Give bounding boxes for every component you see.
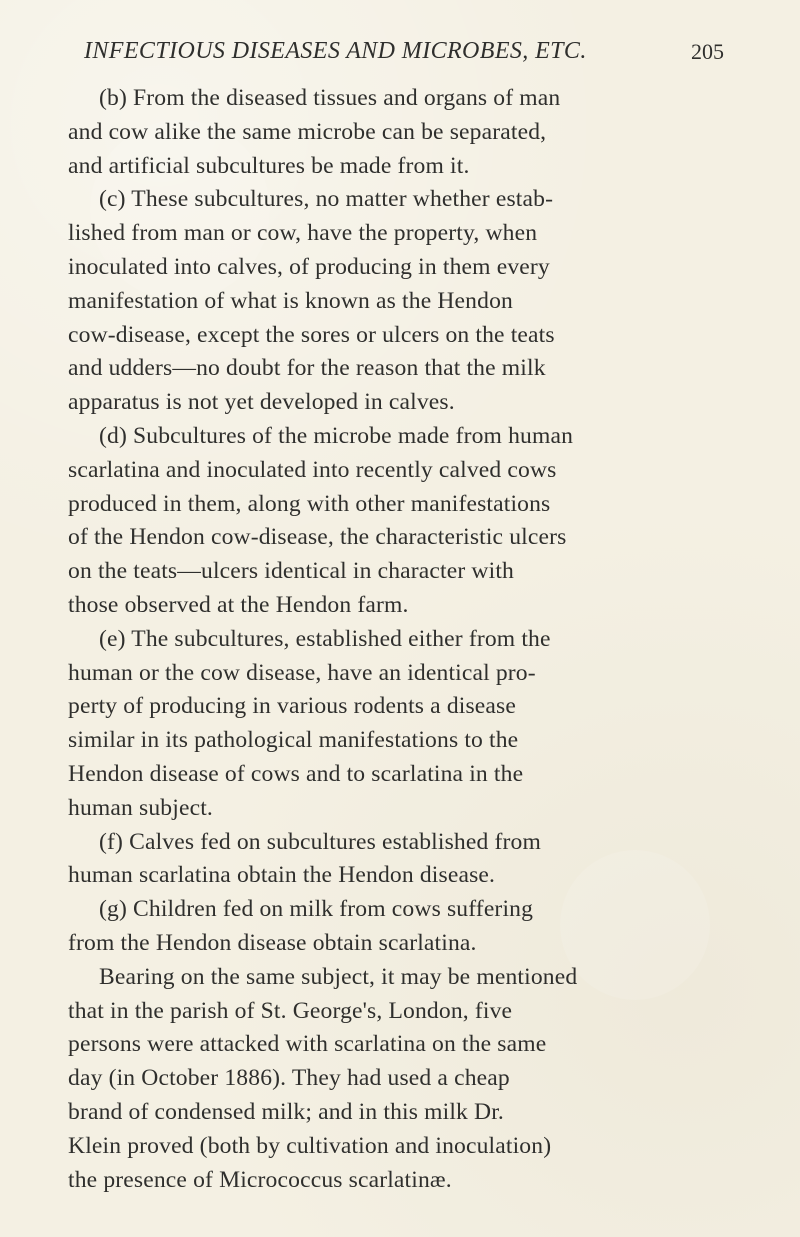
paragraph-line: and cow alike the same microbe can be separated, — [68, 118, 547, 145]
paragraph-line: (c) These subcultures, no matter whether estab- — [99, 186, 554, 213]
paragraph-line: perty of producing in various rodents a disease — [68, 693, 517, 720]
paragraph-line: inoculated into calves, of producing in them every — [68, 253, 550, 280]
paragraph-line: those observed at the Hendon farm. — [68, 591, 409, 618]
page-header — [84, 38, 724, 68]
running-head: INFECTIOUS DISEASES AND MICROBES, ETC. — [84, 38, 587, 64]
page-number: 205 — [691, 39, 724, 64]
paragraph-line: (g) Children fed on milk from cows suffering — [99, 896, 534, 923]
paragraph-line: persons were attacked with scarlatina on the same — [68, 1031, 547, 1058]
paragraph-line: brand of condensed milk; and in this milk Dr. — [68, 1098, 504, 1125]
paragraph-line: (d) Subcultures of the microbe made from human — [99, 422, 574, 449]
paragraph-line: (e) The subcultures, established either from the — [99, 625, 551, 652]
paragraph-line: on the teats—ulcers identical in character with — [68, 558, 514, 585]
paragraph-line: from the Hendon disease obtain scarlatina. — [68, 929, 477, 956]
paragraph-line: lished from man or cow, have the property, when — [68, 220, 538, 247]
paragraph-line: produced in them, along with other manifestations — [68, 490, 551, 517]
paragraph-line: scarlatina and inoculated into recently calved cows — [68, 456, 557, 483]
paragraph-line: human scarlatina obtain the Hendon disease. — [68, 862, 496, 889]
paragraph-line: Klein proved (both by cultivation and inoculation) — [68, 1132, 552, 1159]
paragraph-line: that in the parish of St. George's, London, five — [68, 997, 513, 1024]
paragraph-line: Hendon disease of cows and to scarlatina in the — [68, 760, 524, 787]
paragraph-line: apparatus is not yet developed in calves. — [68, 389, 455, 416]
paragraph-line: cow-disease, except the sores or ulcers on the teats — [68, 321, 555, 348]
paragraph-line: similar in its pathological manifestations to the — [68, 727, 519, 754]
paragraph-line: (b) From the diseased tissues and organs of man — [99, 85, 561, 111]
paragraph-line: manifestation of what is known as the Hendon — [68, 287, 513, 314]
paragraph-line: day (in October 1886). They had used a cheap — [68, 1065, 510, 1092]
main-text — [68, 82, 728, 1197]
paragraph-line: human subject. — [68, 794, 213, 821]
paragraph-line: of the Hendon cow-disease, the characteristic ulcers — [68, 524, 567, 551]
paragraph-line: (f) Calves fed on subcultures established from — [99, 828, 541, 855]
paragraph-line: and udders—no doubt for the reason that the milk — [68, 355, 546, 382]
paragraph-line: and artificial subcultures be made from it. — [68, 152, 470, 179]
paragraph-line: human or the cow disease, have an identical pro- — [68, 659, 536, 686]
paragraph-line: Bearing on the same subject, it may be mentioned — [99, 963, 578, 990]
paragraph-line: the presence of Micrococcus scarlatinæ. — [68, 1166, 452, 1193]
